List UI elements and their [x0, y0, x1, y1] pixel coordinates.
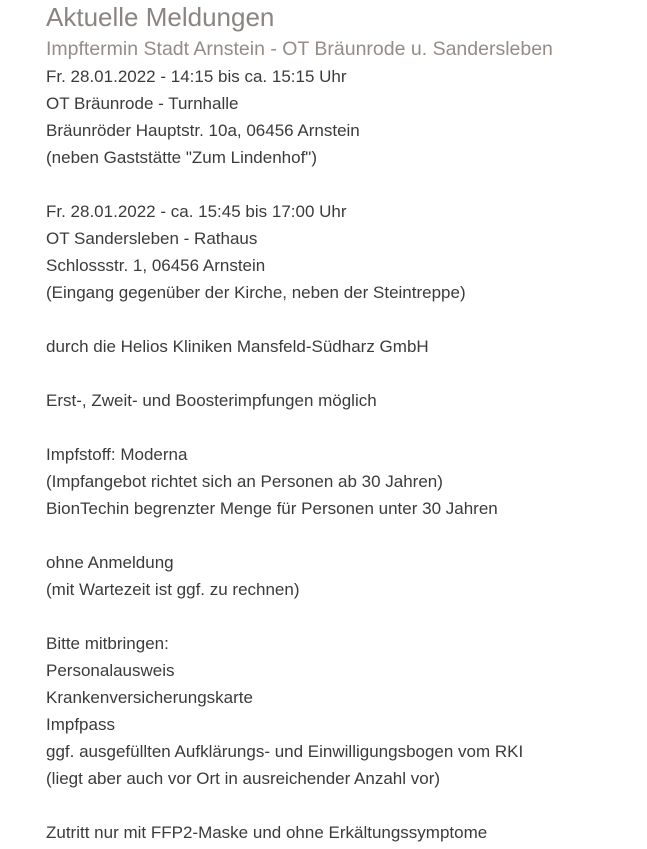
spacer: [46, 171, 641, 198]
appointment-1-location: OT Bräunrode - Turnhalle: [46, 94, 239, 113]
bring-item: Krankenversicherungskarte: [46, 688, 253, 707]
news-section: [46, 0, 641, 846]
post-title[interactable]: Impftermin Stadt Arnstein - OT Bräunrode u. Sandersleben: [46, 38, 553, 60]
entry-requirement-line: Zutritt nur mit FFP2-Maske und ohne Erkältungssymptome: [46, 823, 488, 842]
spacer: [46, 414, 641, 441]
spacer: [46, 792, 641, 819]
waiting-note: (mit Wartezeit ist ggf. zu rechnen): [46, 580, 300, 599]
section-heading: Aktuelle Meldungen: [46, 2, 275, 32]
post-body: [46, 63, 641, 846]
bring-item-note: (liegt aber auch vor Ort in ausreichender Anzahl vor): [46, 769, 441, 788]
appointment-2-note: (Eingang gegenüber der Kirche, neben der Steintreppe): [46, 283, 466, 302]
spacer: [46, 603, 641, 630]
registration-line: ohne Anmeldung: [46, 553, 174, 572]
bring-item: Personalausweis: [46, 661, 175, 680]
appointment-1-address: Bräunröder Hauptstr. 10a, 06456 Arnstein: [46, 121, 360, 140]
appointment-2-location: OT Sandersleben - Rathaus: [46, 229, 258, 248]
spacer: [46, 306, 641, 333]
spacer: [46, 360, 641, 387]
vaccination-types-line: Erst-, Zweit- und Boosterimpfungen möglich: [46, 391, 377, 410]
appointment-2-address: Schlossstr. 1, 06456 Arnstein: [46, 256, 266, 275]
vaccine-age-note: (Impfangebot richtet sich an Personen ab 30 Jahren): [46, 472, 443, 491]
bring-heading: Bitte mitbringen:: [46, 634, 169, 653]
bring-item: Impfpass: [46, 715, 115, 734]
appointment-1-note: (neben Gaststätte "Zum Lindenhof"): [46, 148, 317, 167]
appointment-1-date: Fr. 28.01.2022 - 14:15 bis ca. 15:15 Uhr: [46, 67, 347, 86]
spacer: [46, 522, 641, 549]
vaccine-alt-note: BionTechin begrenzter Menge für Personen unter 30 Jahren: [46, 499, 498, 518]
provider-line: durch die Helios Kliniken Mansfeld-Südharz GmbH: [46, 337, 429, 356]
vaccine-line: Impfstoff: Moderna: [46, 445, 188, 464]
appointment-2-date: Fr. 28.01.2022 - ca. 15:45 bis 17:00 Uhr: [46, 202, 347, 221]
bring-item: ggf. ausgefüllten Aufklärungs- und Einwilligungsbogen vom RKI: [46, 742, 524, 761]
